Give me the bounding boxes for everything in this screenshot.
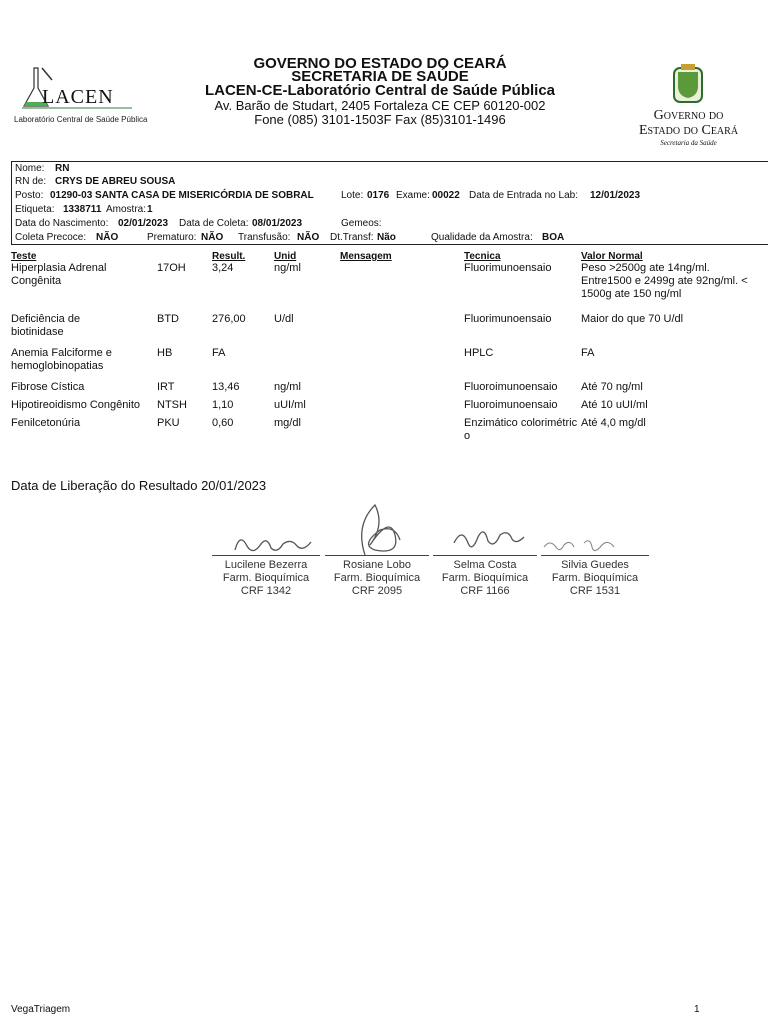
dttransf-value: Não [377,232,396,243]
governo-line-2: Estado do Ceará [638,123,739,138]
cell-valor: FA [581,347,595,359]
header-address: Av. Barão de Studart, 2405 Fortaleza CE CEP 60120-002 [214,98,546,113]
cell-teste: Hipotireoidismo Congênito [11,399,141,411]
cell-teste: Fibrose Cística [11,381,85,393]
cell-valor: Peso >2500g ate 14ng/ml. Entre1500 e 2499g ate 92ng/ml. < 1500g ate 150 ng/ml [581,262,748,300]
coleta-label: Data de Coleta: [179,218,249,229]
cell-code: PKU [157,417,180,429]
entrada-value: 12/01/2023 [590,190,641,201]
cell-tecnica: Fluoroimunoensaio [464,381,558,393]
etiqueta-label: Etiqueta: [15,204,55,215]
signature-role: Farm. Bioquímica [551,572,639,584]
dttransf-label: Dt.Transf: [330,232,374,243]
lacen-logo [12,62,152,128]
signature-name: Silvia Guedes [561,559,629,571]
cell-result: 3,24 [212,262,234,274]
signature-4 [541,559,649,598]
signature-role: Farm. Bioquímica [222,572,310,584]
rnde-value: CRYS DE ABREU SOUSA [55,176,176,187]
signature-2 [325,559,429,598]
footer-page-number: 1 [694,1004,700,1015]
cell-teste: Anemia Falciforme e hemoglobinopatias [11,347,112,372]
signature-line [541,555,649,556]
cell-tecnica: Fluorimunoensaio [464,262,552,274]
header-line-3: LACEN-CE-Laboratório Central de Saúde Pública [204,82,556,99]
amostra-value: 1 [147,204,153,215]
signature-line [212,555,320,556]
cell-result: 1,10 [212,399,234,411]
header-line-2: SECRETARIA DE SAÚDE [291,68,469,85]
posto-label: Posto: [15,190,44,201]
cell-code: BTD [157,313,179,325]
cell-valor: Até 10 uUI/ml [581,399,648,411]
exame-label: Exame: [396,190,430,201]
signature-4-icon [540,533,630,557]
qualidade-value: BOA [542,232,565,243]
nome-label: Nome: [15,163,45,174]
coleta-value: 08/01/2023 [252,218,303,229]
col-header-result: Result. [212,251,246,262]
signature-crf: CRF 1342 [240,585,292,597]
cell-code: 17OH [157,262,186,274]
signature-crf: CRF 1531 [569,585,621,597]
signature-3 [433,559,537,598]
governo-ceara-logo [626,62,751,152]
exame-value: 00022 [432,190,460,201]
cell-tecnica: Enzimático colorimétrico [464,417,578,442]
cell-unid: uUI/ml [274,399,306,411]
entrada-label: Data de Entrada no Lab: [469,190,578,201]
cell-code: NTSH [157,399,187,411]
governo-line-1: Governo do [653,108,724,123]
precoce-label: Coleta Precoce: [15,232,87,243]
signature-3-icon [450,525,530,555]
cell-valor: Até 4,0 mg/dl [581,417,646,429]
col-header-teste: Teste [11,251,37,262]
lote-value: 0176 [367,190,390,201]
signature-crf: CRF 1166 [460,585,510,597]
transf-value: NÃO [297,232,320,243]
cell-tecnica: HPLC [464,347,494,359]
signature-role: Farm. Bioquímica [441,572,529,584]
governo-line-3: Secretaria da Saúde [660,139,717,147]
rnde-label: RN de: [15,176,47,187]
signature-line [433,555,537,556]
signature-name: Selma Costa [453,559,517,571]
cell-teste: Fenilcetonúria [11,417,81,429]
lacen-caption: Laboratório Central de Saúde Pública [14,115,148,124]
signature-1 [212,559,320,598]
etiqueta-value: 1338711 [63,204,102,215]
signature-line [325,555,429,556]
nome-value: RN [55,163,70,174]
col-header-mensagem: Mensagem [340,251,392,262]
cell-teste: Deficiência de biotinidase [11,313,81,338]
nasc-value: 02/01/2023 [118,218,169,229]
cell-unid: ng/ml [274,381,301,393]
header-line-1: GOVERNO DO ESTADO DO CEARÁ [253,55,507,72]
prematuro-label: Prematuro: [147,232,197,243]
data-liberacao: Data de Liberação do Resultado 20/01/2023 [11,478,267,493]
signature-role: Farm. Bioquímica [333,572,421,584]
cell-unid: mg/dl [274,417,301,429]
amostra-label: Amostra: [106,204,147,215]
signature-name: Lucilene Bezerra [224,559,308,571]
cell-result: FA [212,347,226,359]
lacen-name: LACEN [42,86,114,108]
prematuro-value: NÃO [201,232,224,243]
signature-2-icon [335,500,415,560]
cell-tecnica: Fluorimunoensaio [464,313,552,325]
precoce-value: NÃO [96,232,119,243]
signature-crf: CRF 2095 [351,585,403,597]
header-phone: Fone (085) 3101-1503F Fax (85)3101-1496 [254,112,506,127]
cell-result: 0,60 [212,417,234,429]
footer-system: VegaTriagem [11,1004,71,1015]
col-header-tecnica: Tecnica [464,251,501,262]
posto-value: 01290-03 SANTA CASA DE MISERICÓRDIA DE SOBRAL [50,190,314,201]
cell-tecnica: Fluoroimunoensaio [464,399,558,411]
cell-result: 13,46 [212,381,240,393]
col-header-unid: Unid [274,251,297,262]
cell-unid: ng/ml [274,262,301,274]
lote-label: Lote: [341,190,364,201]
nasc-label: Data do Nascimento: [15,218,109,229]
cell-unid: U/dl [274,313,294,325]
cell-result: 276,00 [212,313,246,325]
cell-teste: Hiperplasia Adrenal Congênita [11,262,107,287]
cell-code: HB [157,347,173,359]
cell-code: IRT [157,381,175,393]
cell-valor: Maior do que 70 U/dl [581,313,684,325]
coat-of-arms-icon [668,62,708,106]
signature-name: Rosiane Lobo [343,559,411,571]
qualidade-label: Qualidade da Amostra: [431,232,533,243]
gemeos-label: Gemeos: [341,218,382,229]
cell-valor: Até 70 ng/ml [581,381,643,393]
transf-label: Transfusão: [238,232,291,243]
patient-info-box [11,161,768,245]
col-header-valor: Valor Normal [581,251,643,262]
